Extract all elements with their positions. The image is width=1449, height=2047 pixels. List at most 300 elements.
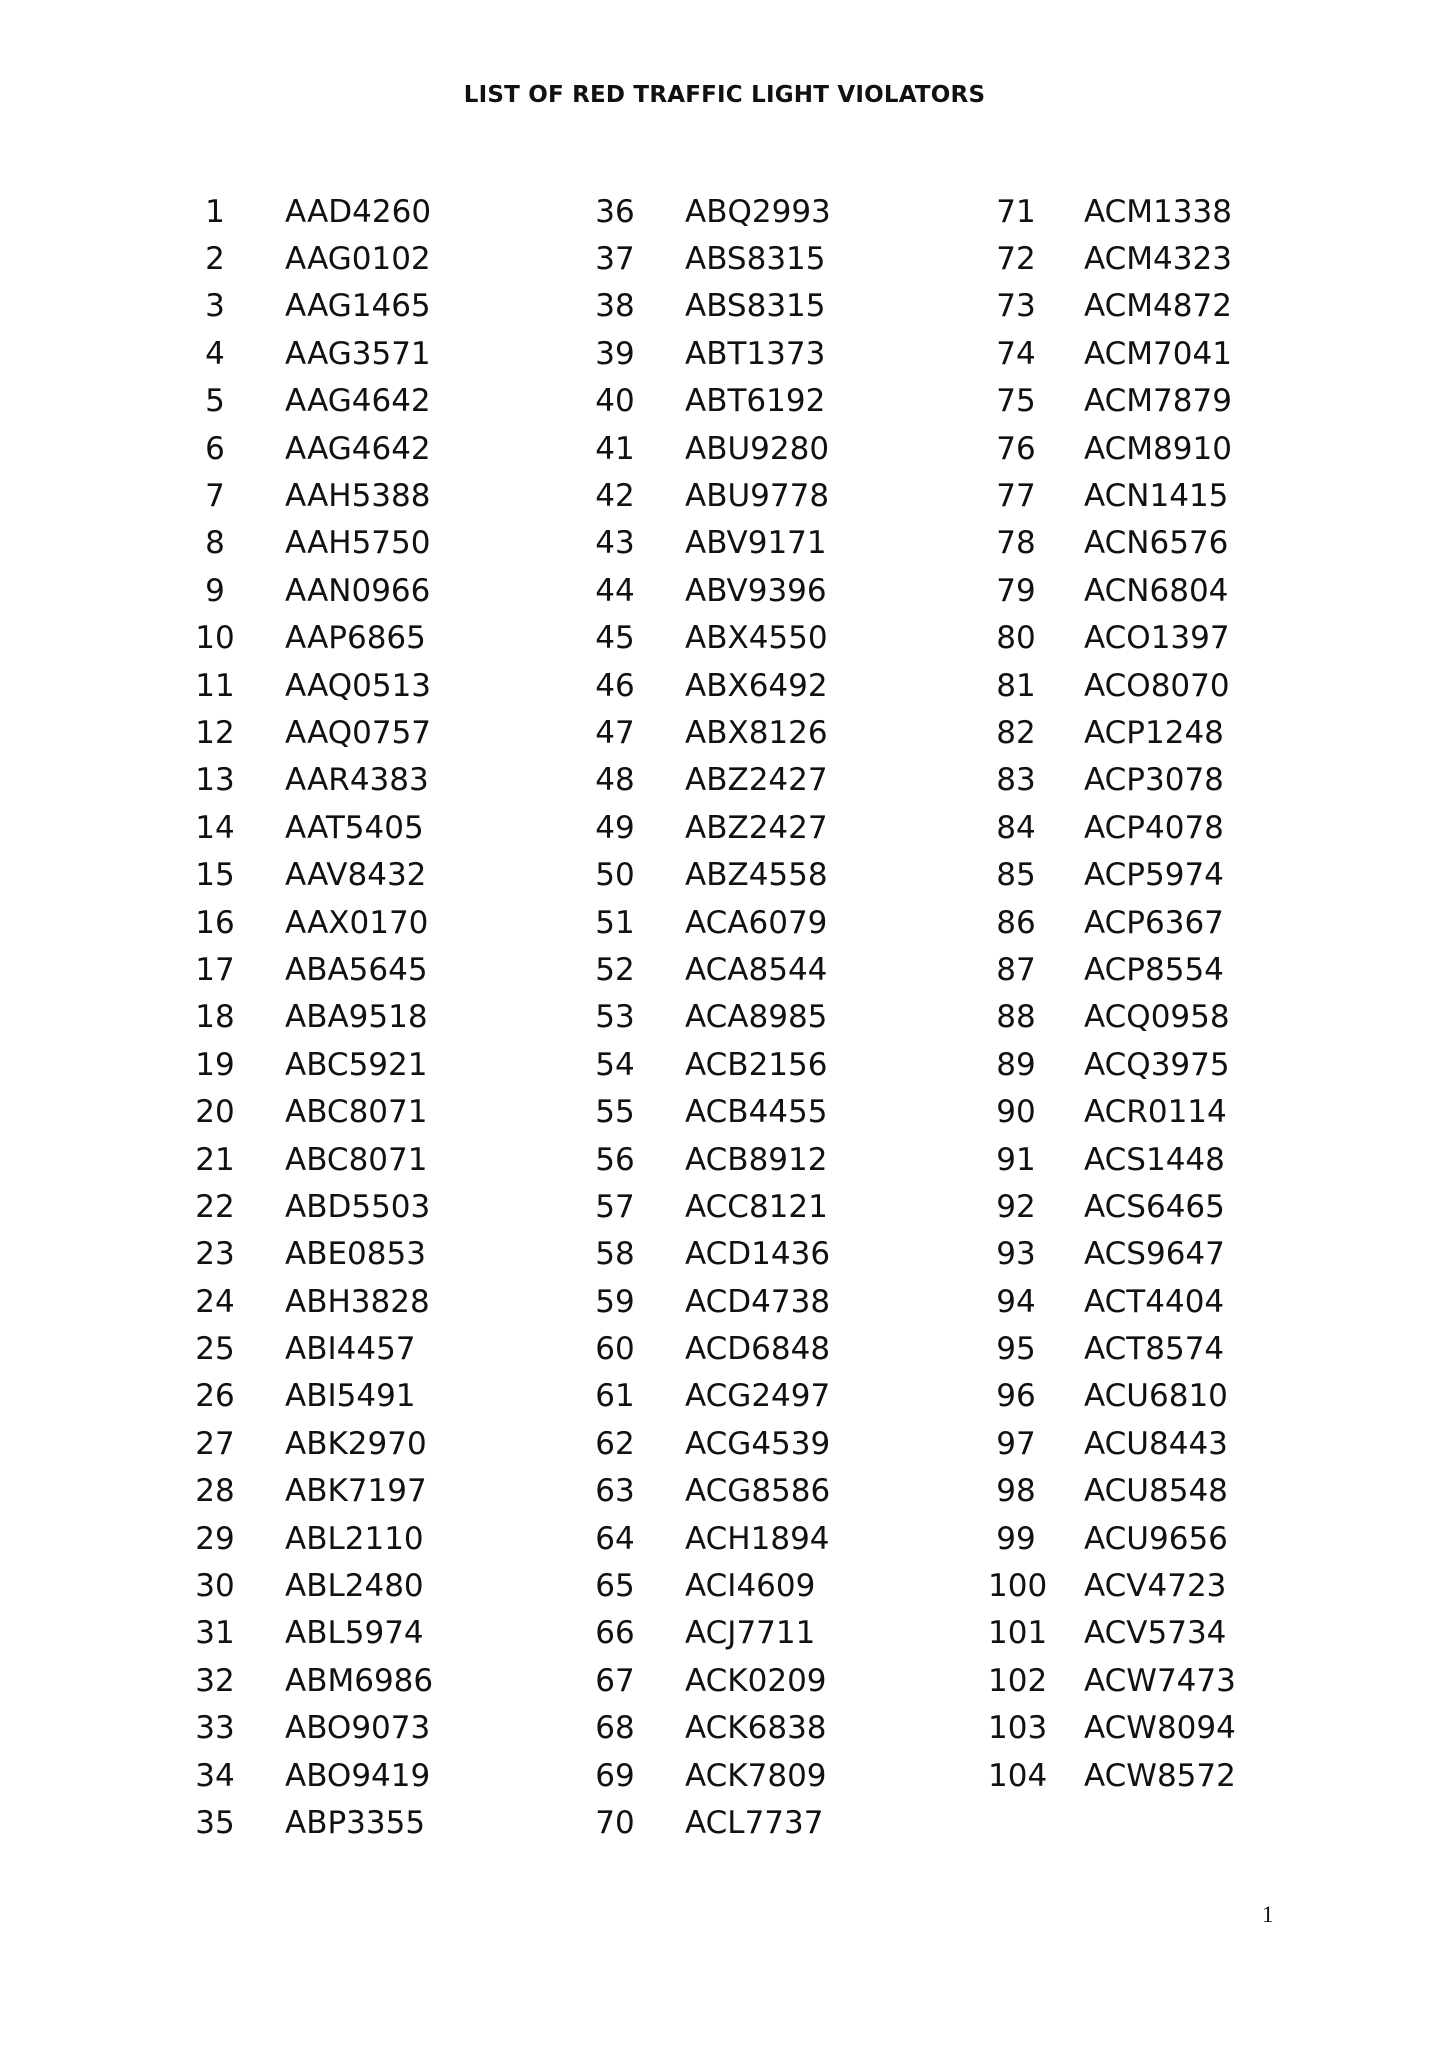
violator-row <box>988 520 1236 567</box>
row-number: 25 <box>195 1331 235 1368</box>
row-number: 76 <box>996 430 1036 467</box>
row-number: 31 <box>195 1615 235 1652</box>
violator-row <box>190 330 433 377</box>
row-number: 42 <box>595 478 635 515</box>
row-number: 15 <box>195 857 235 894</box>
violator-row <box>190 1231 433 1278</box>
plate-number: AAP6865 <box>285 620 426 657</box>
plate-number: ABA5645 <box>285 951 428 988</box>
plate-number: ACM1338 <box>1084 193 1232 230</box>
violator-row <box>190 946 433 993</box>
row-number: 52 <box>595 951 635 988</box>
row-number: 71 <box>996 193 1036 230</box>
row-number: 89 <box>996 1046 1036 1083</box>
violator-row <box>988 472 1236 519</box>
row-number: 95 <box>996 1331 1036 1368</box>
violator-row <box>590 1420 831 1467</box>
violator-row <box>988 1278 1236 1325</box>
row-number: 4 <box>205 335 225 372</box>
row-number: 27 <box>195 1425 235 1462</box>
plate-number: ABL2110 <box>285 1520 424 1557</box>
violator-row <box>190 1325 433 1372</box>
plate-number: ACP8554 <box>1084 951 1224 988</box>
plate-number: ABX6492 <box>685 667 828 704</box>
violator-row <box>590 378 831 425</box>
plate-number: ACU9656 <box>1084 1520 1228 1557</box>
row-number: 55 <box>595 1094 635 1131</box>
plate-number: ABC5921 <box>285 1046 428 1083</box>
violator-row <box>190 1610 433 1657</box>
plate-number: ABC8071 <box>285 1094 428 1131</box>
row-number: 35 <box>195 1804 235 1841</box>
violator-row <box>590 946 831 993</box>
violator-row <box>988 1562 1236 1609</box>
row-number: 10 <box>195 620 235 657</box>
plate-number: ABI5491 <box>285 1378 416 1415</box>
violator-row <box>590 899 831 946</box>
row-number: 69 <box>595 1757 635 1794</box>
row-number: 88 <box>996 999 1036 1036</box>
plate-number: ACV4723 <box>1084 1568 1227 1605</box>
row-number: 29 <box>195 1520 235 1557</box>
violators-column-2 <box>590 188 831 1847</box>
plate-number: ACB8912 <box>685 1141 828 1178</box>
violator-row <box>988 378 1236 425</box>
row-number: 104 <box>988 1757 1048 1794</box>
row-number: 34 <box>195 1757 235 1794</box>
plate-number: AAH5750 <box>285 525 431 562</box>
row-number: 21 <box>195 1141 235 1178</box>
violator-row <box>190 899 433 946</box>
plate-number: ACJ7711 <box>685 1615 816 1652</box>
plate-number: ACW7473 <box>1084 1662 1236 1699</box>
row-number: 78 <box>996 525 1036 562</box>
violator-row <box>988 662 1236 709</box>
violator-row <box>190 615 433 662</box>
plate-number: ACO8070 <box>1084 667 1230 704</box>
plate-number: ACP4078 <box>1084 809 1224 846</box>
violator-row <box>590 662 831 709</box>
violator-row <box>590 1325 831 1372</box>
plate-number: ACK6838 <box>685 1710 827 1747</box>
violator-row <box>590 283 831 330</box>
violator-row <box>988 1088 1236 1135</box>
row-number: 40 <box>595 383 635 420</box>
violator-row <box>590 1705 831 1752</box>
violator-row <box>190 1088 433 1135</box>
plate-number: ACT8574 <box>1084 1331 1225 1368</box>
violator-row <box>190 994 433 1041</box>
violator-row <box>590 1088 831 1135</box>
plate-number: ABO9073 <box>285 1710 431 1747</box>
plate-number: ABT6192 <box>685 383 826 420</box>
violator-row <box>190 1041 433 1088</box>
row-number: 85 <box>996 857 1036 894</box>
violator-row <box>590 1041 831 1088</box>
plate-number: ACI4609 <box>685 1568 816 1605</box>
violator-row <box>190 709 433 756</box>
violator-row <box>190 1562 433 1609</box>
violator-row <box>590 1610 831 1657</box>
row-number: 43 <box>595 525 635 562</box>
plate-number: ABK7197 <box>285 1473 427 1510</box>
row-number: 22 <box>195 1188 235 1225</box>
plate-number: ACM8910 <box>1084 430 1232 467</box>
row-number: 7 <box>205 478 225 515</box>
violator-row <box>190 188 433 235</box>
violator-row <box>590 1183 831 1230</box>
violator-row <box>988 851 1236 898</box>
violator-row <box>190 757 433 804</box>
plate-number: ACM4323 <box>1084 241 1232 278</box>
plate-number: AAN0966 <box>285 572 431 609</box>
row-number: 99 <box>996 1520 1036 1557</box>
plate-number: ACU6810 <box>1084 1378 1228 1415</box>
plate-number: AAG4642 <box>285 430 431 467</box>
violator-row <box>988 1420 1236 1467</box>
violator-row <box>190 1136 433 1183</box>
row-number: 63 <box>595 1473 635 1510</box>
row-number: 3 <box>205 288 225 325</box>
plate-number: ABC8071 <box>285 1141 428 1178</box>
plate-number: AAQ0757 <box>285 714 432 751</box>
plate-number: ABT1373 <box>685 335 826 372</box>
plate-number: AAG1465 <box>285 288 431 325</box>
violator-row <box>590 1278 831 1325</box>
row-number: 68 <box>595 1710 635 1747</box>
row-number: 90 <box>996 1094 1036 1131</box>
plate-number: ACP5974 <box>1084 857 1224 894</box>
plate-number: ACM4872 <box>1084 288 1232 325</box>
row-number: 62 <box>595 1425 635 1462</box>
row-number: 18 <box>195 999 235 1036</box>
row-number: 72 <box>996 241 1036 278</box>
violator-row <box>988 1373 1236 1420</box>
violator-row <box>988 1136 1236 1183</box>
violators-column-1 <box>190 188 433 1847</box>
row-number: 49 <box>595 809 635 846</box>
row-number: 32 <box>195 1662 235 1699</box>
plate-number: ACV5734 <box>1084 1615 1227 1652</box>
violator-row <box>190 1705 433 1752</box>
row-number: 92 <box>996 1188 1036 1225</box>
plate-number: ABL5974 <box>285 1615 424 1652</box>
violator-row <box>988 567 1236 614</box>
plate-number: ACR0114 <box>1084 1094 1227 1131</box>
row-number: 96 <box>996 1378 1036 1415</box>
row-number: 19 <box>195 1046 235 1083</box>
row-number: 41 <box>595 430 635 467</box>
plate-number: ABI4457 <box>285 1331 416 1368</box>
row-number: 14 <box>195 809 235 846</box>
plate-number: ABE0853 <box>285 1236 426 1273</box>
row-number: 102 <box>988 1662 1048 1699</box>
plate-number: ABX4550 <box>685 620 828 657</box>
plate-number: ACL7737 <box>685 1804 824 1841</box>
plate-number: ABZ4558 <box>685 857 828 894</box>
row-number: 54 <box>595 1046 635 1083</box>
row-number: 36 <box>595 193 635 230</box>
plate-number: ACQ3975 <box>1084 1046 1230 1083</box>
page-title: LIST OF RED TRAFFIC LIGHT VIOLATORS <box>463 82 986 108</box>
row-number: 101 <box>988 1615 1048 1652</box>
row-number: 8 <box>205 525 225 562</box>
row-number: 60 <box>595 1331 635 1368</box>
violator-row <box>590 851 831 898</box>
plate-number: ACK7809 <box>685 1757 827 1794</box>
row-number: 6 <box>205 430 225 467</box>
row-number: 13 <box>195 762 235 799</box>
plate-number: ABV9396 <box>685 572 827 609</box>
violator-row <box>190 1657 433 1704</box>
row-number: 86 <box>996 904 1036 941</box>
row-number: 87 <box>996 951 1036 988</box>
violator-row <box>590 804 831 851</box>
row-number: 17 <box>195 951 235 988</box>
violator-row <box>190 1373 433 1420</box>
violator-row <box>190 1799 433 1846</box>
violator-row <box>590 615 831 662</box>
violator-row <box>190 425 433 472</box>
plate-number: ACG2497 <box>685 1378 831 1415</box>
plate-number: ABS8315 <box>685 288 826 325</box>
row-number: 103 <box>988 1710 1048 1747</box>
violator-row <box>190 283 433 330</box>
plate-number: ACU8443 <box>1084 1425 1228 1462</box>
violator-row <box>590 709 831 756</box>
violator-row <box>590 520 831 567</box>
row-number: 26 <box>195 1378 235 1415</box>
row-number: 24 <box>195 1283 235 1320</box>
plate-number: ABU9280 <box>685 430 830 467</box>
violator-row <box>988 283 1236 330</box>
plate-number: AAH5388 <box>285 478 431 515</box>
plate-number: AAD4260 <box>285 193 432 230</box>
row-number: 20 <box>195 1094 235 1131</box>
plate-number: ACW8094 <box>1084 1710 1236 1747</box>
row-number: 75 <box>996 383 1036 420</box>
plate-number: ACO1397 <box>1084 620 1230 657</box>
plate-number: AAG0102 <box>285 241 431 278</box>
row-number: 56 <box>595 1141 635 1178</box>
violator-row <box>988 804 1236 851</box>
violator-row <box>590 1657 831 1704</box>
violator-row <box>988 615 1236 662</box>
row-number: 1 <box>205 193 225 230</box>
plate-number: ACA6079 <box>685 904 828 941</box>
row-number: 23 <box>195 1236 235 1273</box>
row-number: 59 <box>595 1283 635 1320</box>
violator-row <box>590 757 831 804</box>
violator-row <box>190 662 433 709</box>
row-number: 77 <box>996 478 1036 515</box>
violator-row <box>190 851 433 898</box>
plate-number: ABD5503 <box>285 1188 431 1225</box>
row-number: 47 <box>595 714 635 751</box>
violator-row <box>988 1515 1236 1562</box>
plate-number: ACM7879 <box>1084 383 1232 420</box>
violator-row <box>988 1468 1236 1515</box>
row-number: 73 <box>996 288 1036 325</box>
plate-number: ACQ0958 <box>1084 999 1230 1036</box>
row-number: 93 <box>996 1236 1036 1273</box>
violator-row <box>590 1373 831 1420</box>
row-number: 83 <box>996 762 1036 799</box>
violator-row <box>190 1420 433 1467</box>
row-number: 97 <box>996 1425 1036 1462</box>
plate-number: ABK2970 <box>285 1425 427 1462</box>
row-number: 38 <box>595 288 635 325</box>
violator-row <box>190 472 433 519</box>
row-number: 100 <box>988 1568 1048 1605</box>
row-number: 51 <box>595 904 635 941</box>
row-number: 28 <box>195 1473 235 1510</box>
plate-number: ACA8985 <box>685 999 828 1036</box>
row-number: 64 <box>595 1520 635 1557</box>
violator-row <box>988 946 1236 993</box>
row-number: 70 <box>595 1804 635 1841</box>
row-number: 37 <box>595 241 635 278</box>
row-number: 66 <box>595 1615 635 1652</box>
violator-row <box>988 1231 1236 1278</box>
row-number: 45 <box>595 620 635 657</box>
violator-row <box>190 520 433 567</box>
plate-number: ABZ2427 <box>685 809 828 846</box>
row-number: 44 <box>595 572 635 609</box>
plate-number: ABO9419 <box>285 1757 431 1794</box>
violator-row <box>590 1136 831 1183</box>
violator-row <box>590 1799 831 1846</box>
row-number: 58 <box>595 1236 635 1273</box>
plate-number: AAT5405 <box>285 809 424 846</box>
plate-number: ACN1415 <box>1084 478 1229 515</box>
plate-number: ACC8121 <box>685 1188 828 1225</box>
violator-row <box>590 1752 831 1799</box>
row-number: 65 <box>595 1568 635 1605</box>
row-number: 84 <box>996 809 1036 846</box>
row-number: 57 <box>595 1188 635 1225</box>
row-number: 46 <box>595 667 635 704</box>
row-number: 98 <box>996 1473 1036 1510</box>
violator-row <box>590 330 831 377</box>
violator-row <box>190 567 433 614</box>
violator-row <box>988 1610 1236 1657</box>
plate-number: ACP6367 <box>1084 904 1224 941</box>
row-number: 12 <box>195 714 235 751</box>
violator-row <box>988 1325 1236 1372</box>
row-number: 67 <box>595 1662 635 1699</box>
row-number: 79 <box>996 572 1036 609</box>
plate-number: ACS9647 <box>1084 1236 1225 1273</box>
violator-row <box>988 899 1236 946</box>
plate-number: AAG4642 <box>285 383 431 420</box>
plate-number: ACS6465 <box>1084 1188 1225 1225</box>
violator-row <box>988 330 1236 377</box>
plate-number: ACH1894 <box>685 1520 830 1557</box>
row-number: 33 <box>195 1710 235 1747</box>
plate-number: AAG3571 <box>285 335 431 372</box>
row-number: 53 <box>595 999 635 1036</box>
row-number: 94 <box>996 1283 1036 1320</box>
row-number: 39 <box>595 335 635 372</box>
violator-row <box>190 1468 433 1515</box>
plate-number: ACP1248 <box>1084 714 1224 751</box>
violator-row <box>988 188 1236 235</box>
violators-column-3 <box>988 188 1236 1799</box>
violator-row <box>988 994 1236 1041</box>
row-number: 61 <box>595 1378 635 1415</box>
violator-row <box>590 235 831 282</box>
plate-number: ABS8315 <box>685 241 826 278</box>
plate-number: ACK0209 <box>685 1662 827 1699</box>
plate-number: ACM7041 <box>1084 335 1232 372</box>
plate-number: ACN6804 <box>1084 572 1229 609</box>
plate-number: ACD4738 <box>685 1283 831 1320</box>
violator-row <box>190 1515 433 1562</box>
violator-row <box>988 709 1236 756</box>
row-number: 2 <box>205 241 225 278</box>
row-number: 82 <box>996 714 1036 751</box>
violator-row <box>590 472 831 519</box>
plate-number: AAX0170 <box>285 904 429 941</box>
row-number: 11 <box>195 667 235 704</box>
violator-row <box>190 235 433 282</box>
violator-row <box>590 1231 831 1278</box>
violator-row <box>988 1183 1236 1230</box>
plate-number: ACB4455 <box>685 1094 828 1131</box>
plate-number: ACP3078 <box>1084 762 1224 799</box>
plate-number: ABX8126 <box>685 714 828 751</box>
violator-row <box>988 235 1236 282</box>
plate-number: ABP3355 <box>285 1804 426 1841</box>
violator-row <box>590 1562 831 1609</box>
violator-row <box>988 757 1236 804</box>
plate-number: ACN6576 <box>1084 525 1229 562</box>
plate-number: ACW8572 <box>1084 1757 1236 1794</box>
plate-number: ACT4404 <box>1084 1283 1225 1320</box>
row-number: 16 <box>195 904 235 941</box>
plate-number: ACG4539 <box>685 1425 831 1462</box>
page-number: 1 <box>1262 1902 1274 1927</box>
row-number: 5 <box>205 383 225 420</box>
plate-number: ABA9518 <box>285 999 428 1036</box>
violator-row <box>590 188 831 235</box>
violator-row <box>190 1278 433 1325</box>
violator-row <box>988 1041 1236 1088</box>
violator-row <box>988 1657 1236 1704</box>
row-number: 30 <box>195 1568 235 1605</box>
violator-row <box>988 1752 1236 1799</box>
violator-row <box>190 378 433 425</box>
plate-number: ACB2156 <box>685 1046 828 1083</box>
violator-row <box>190 804 433 851</box>
plate-number: ABL2480 <box>285 1568 424 1605</box>
plate-number: AAQ0513 <box>285 667 432 704</box>
row-number: 91 <box>996 1141 1036 1178</box>
plate-number: ACA8544 <box>685 951 828 988</box>
plate-number: ABZ2427 <box>685 762 828 799</box>
row-number: 74 <box>996 335 1036 372</box>
plate-number: ACS1448 <box>1084 1141 1225 1178</box>
violator-row <box>190 1752 433 1799</box>
plate-number: ABM6986 <box>285 1662 434 1699</box>
violator-row <box>590 994 831 1041</box>
plate-number: ACU8548 <box>1084 1473 1228 1510</box>
plate-number: AAV8432 <box>285 857 427 894</box>
plate-number: AAR4383 <box>285 762 429 799</box>
violator-row <box>590 425 831 472</box>
plate-number: ACD1436 <box>685 1236 831 1273</box>
